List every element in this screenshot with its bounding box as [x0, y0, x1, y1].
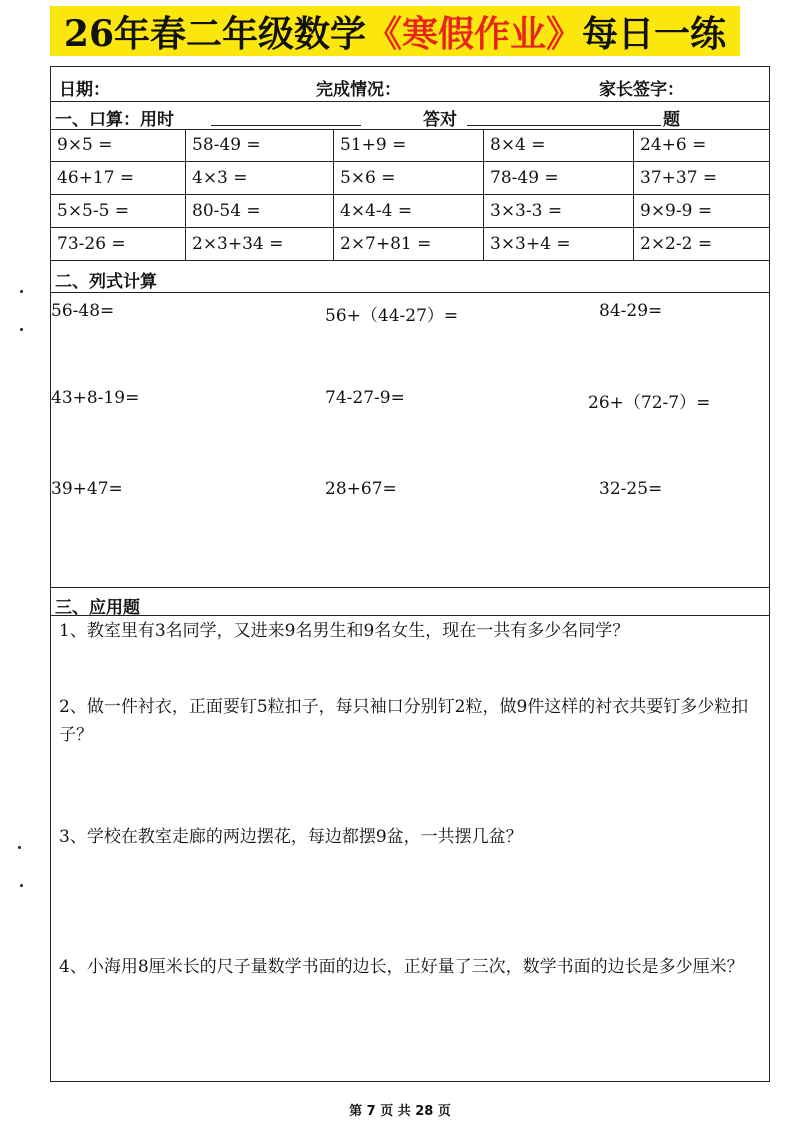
- word-problem: 4、小海用8厘米长的尺子量数学书面的边长，正好量了三次，数学书面的边长是多少厘米？: [59, 957, 744, 977]
- scan-dot: [20, 290, 23, 293]
- parent-sign-label: 家长签字：: [599, 80, 684, 100]
- oral-cell: 2×7+81 =: [334, 228, 484, 261]
- oral-cell: 5×6 =: [334, 162, 484, 195]
- oral-cell: 51+9 =: [334, 129, 484, 162]
- oral-cell: 2×2-2 =: [634, 228, 769, 261]
- oral-cell: 3×3+4 =: [484, 228, 634, 261]
- oral-cell: 9×5 =: [51, 129, 186, 162]
- word-problem: 2、做一件衬衣，正面要钉5粒扣子，每只袖口分别钉2粒，做9件这样的衬衣共要钉多少粒扣子？: [59, 697, 749, 745]
- oral-cell: 8×4 =: [484, 129, 634, 162]
- oral-cell: 73-26 =: [51, 228, 186, 261]
- title-banner: [50, 6, 740, 56]
- calc-item: 39+47=: [51, 479, 123, 499]
- title-part-daily: 每日一练: [582, 12, 727, 55]
- section2-title: 二、列式计算: [55, 272, 157, 292]
- oral-cell: 2×3+34 =: [186, 228, 334, 261]
- correct-label: 答对: [423, 110, 457, 130]
- calc-item: 74-27-9=: [325, 388, 405, 408]
- unit-label: 题: [663, 110, 680, 130]
- scan-dot: [18, 846, 21, 849]
- title-part-homework: 《寒假作业》: [366, 12, 583, 55]
- divider: [51, 292, 769, 293]
- calc-item: 28+67=: [325, 479, 397, 499]
- title-part-grade: 26年春二年级数学: [63, 12, 367, 55]
- oral-grid: [51, 129, 771, 261]
- calc-item: 32-25=: [599, 479, 663, 499]
- divider: [51, 101, 769, 102]
- calc-item: 56-48=: [51, 301, 115, 321]
- oral-cell: 3×3-3 =: [484, 195, 634, 228]
- oral-cell: 58-49 =: [186, 129, 334, 162]
- correct-blank: [467, 125, 661, 126]
- oral-cell: 46+17 =: [51, 162, 186, 195]
- calc-item: 43+8-19=: [51, 388, 140, 408]
- divider: [51, 615, 769, 616]
- date-label: 日期：: [59, 80, 110, 100]
- calc-item: 26+（72-7）=: [588, 393, 711, 413]
- status-label: 完成情况：: [316, 80, 401, 100]
- oral-cell: 78-49 =: [484, 162, 634, 195]
- oral-cell: 4×3 =: [186, 162, 334, 195]
- time-blank: [211, 125, 361, 126]
- calc-item: 56+（44-27）=: [325, 306, 459, 326]
- scan-dot: [20, 884, 23, 887]
- word-problem: 1、教室里有3名同学，又进来9名男生和9名女生，现在一共有多少名同学？: [59, 621, 630, 641]
- oral-cell: 24+6 =: [634, 129, 769, 162]
- calc-item: 84-29=: [599, 301, 663, 321]
- word-problem: 3、学校在教室走廊的两边摆花，每边都摆9盆，一共摆几盆？: [59, 827, 523, 847]
- oral-cell: 80-54 =: [186, 195, 334, 228]
- page-number: 第 7 页 共 28 页: [349, 1104, 451, 1119]
- oral-cell: 9×9-9 =: [634, 195, 769, 228]
- section3-title: 三、应用题: [55, 598, 140, 618]
- section1-title: 一、口算：用时: [55, 110, 174, 130]
- worksheet: [50, 66, 770, 1082]
- oral-cell: 4×4-4 =: [334, 195, 484, 228]
- scan-dot: [20, 328, 23, 331]
- divider: [51, 587, 769, 588]
- oral-cell: 37+37 =: [634, 162, 769, 195]
- oral-cell: 5×5-5 =: [51, 195, 186, 228]
